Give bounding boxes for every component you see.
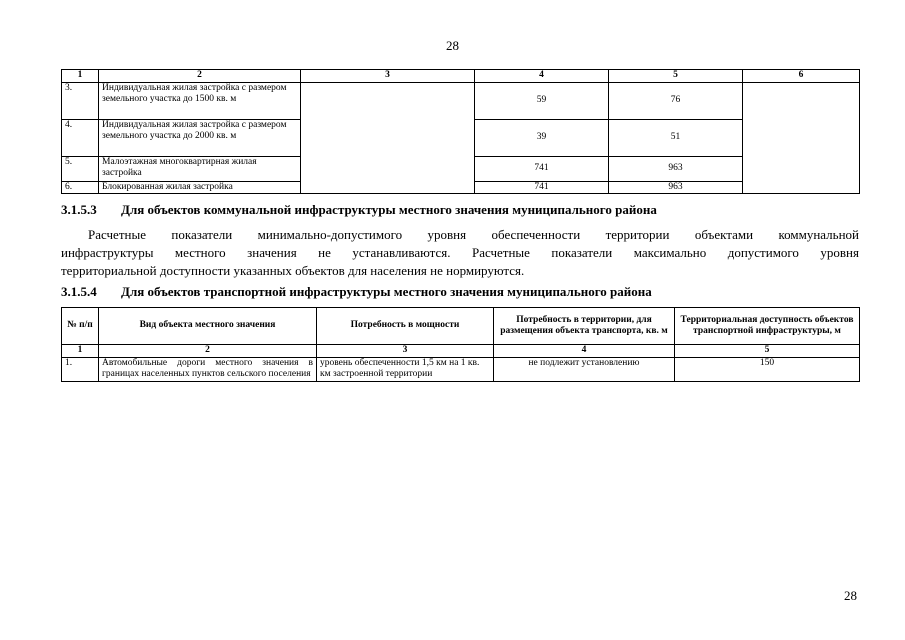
col-number: 1 — [62, 345, 99, 358]
section-title: Для объектов коммунальной инфраструктуры местного значения муниципального района — [121, 202, 657, 217]
cell-value: 963 — [609, 156, 743, 181]
section-number: 3.1.5.4 — [61, 284, 97, 299]
cell-value: 741 — [475, 156, 609, 181]
cell-value: 963 — [609, 181, 743, 194]
row-territory: не подлежит установлению — [494, 357, 675, 381]
residential-table — [61, 69, 860, 194]
col-number: 5 — [675, 345, 860, 358]
section-number: 3.1.5.3 — [61, 202, 97, 217]
paragraph-line: инфраструктуры местного значения не устанавливаются. Расчетные показатели максимально допустимого уровня — [61, 245, 859, 260]
header-cell: № п/п — [62, 308, 99, 345]
row-number: 3. — [62, 82, 99, 119]
col-number: 4 — [494, 345, 675, 358]
col-number: 2 — [99, 345, 317, 358]
row-name: Автомобильные дороги местного значения в границах населенных пунктов сельского поселения — [99, 357, 317, 381]
table-row — [62, 82, 860, 119]
header-cell: Потребность в территории, для размещения объекта транспорта, кв. м — [494, 308, 675, 345]
col-numbers-row — [62, 345, 860, 358]
row-name: Индивидуальная жилая застройка с размером земельного участка до 1500 кв. м — [99, 82, 301, 119]
row-name: Блокированная жилая застройка — [99, 181, 301, 194]
section-title: Для объектов транспортной инфраструктуры местного значения муниципального района — [121, 284, 652, 299]
empty-cell — [743, 82, 860, 194]
col-number: 3 — [317, 345, 494, 358]
row-number: 5. — [62, 156, 99, 181]
section-heading-3154 — [61, 284, 652, 300]
row-number: 4. — [62, 119, 99, 156]
col-number: 1 — [62, 70, 99, 83]
paragraph-line: Расчетные показатели минимально-допустимого уровня обеспеченности территории объектами коммунальной — [88, 227, 859, 242]
table-header-row — [62, 70, 860, 83]
row-capacity: уровень обеспеченности 1,5 км на 1 кв. км застроенной территории — [317, 357, 494, 381]
cell-value: 76 — [609, 82, 743, 119]
header-cell: Вид объекта местного значения — [99, 308, 317, 345]
section-paragraph — [61, 226, 859, 280]
col-number: 2 — [99, 70, 301, 83]
table-header-row — [62, 308, 860, 345]
header-cell: Потребность в мощности — [317, 308, 494, 345]
cell-value: 59 — [475, 82, 609, 119]
page-number-top: 28 — [446, 38, 459, 53]
section-heading-3153 — [61, 202, 657, 218]
row-name: Малоэтажная многоквартирная жилая застройка — [99, 156, 301, 181]
header-cell: Территориальная доступность объектов транспортной инфраструктуры, м — [675, 308, 860, 345]
transport-table — [61, 307, 860, 382]
cell-value: 39 — [475, 119, 609, 156]
cell-value: 741 — [475, 181, 609, 194]
col-number: 4 — [475, 70, 609, 83]
col-number: 3 — [301, 70, 475, 83]
page-number-bottom: 28 — [844, 588, 857, 603]
row-number: 1. — [62, 357, 99, 381]
row-number: 6. — [62, 181, 99, 194]
col-number: 6 — [743, 70, 860, 83]
row-name: Индивидуальная жилая застройка с размером земельного участка до 2000 кв. м — [99, 119, 301, 156]
table-row — [62, 357, 860, 381]
row-accessibility: 150 — [675, 357, 860, 381]
paragraph-line: территориальной доступности указанных объектов для населения не нормируются. — [61, 263, 525, 278]
cell-value: 51 — [609, 119, 743, 156]
empty-cell — [301, 82, 475, 194]
col-number: 5 — [609, 70, 743, 83]
